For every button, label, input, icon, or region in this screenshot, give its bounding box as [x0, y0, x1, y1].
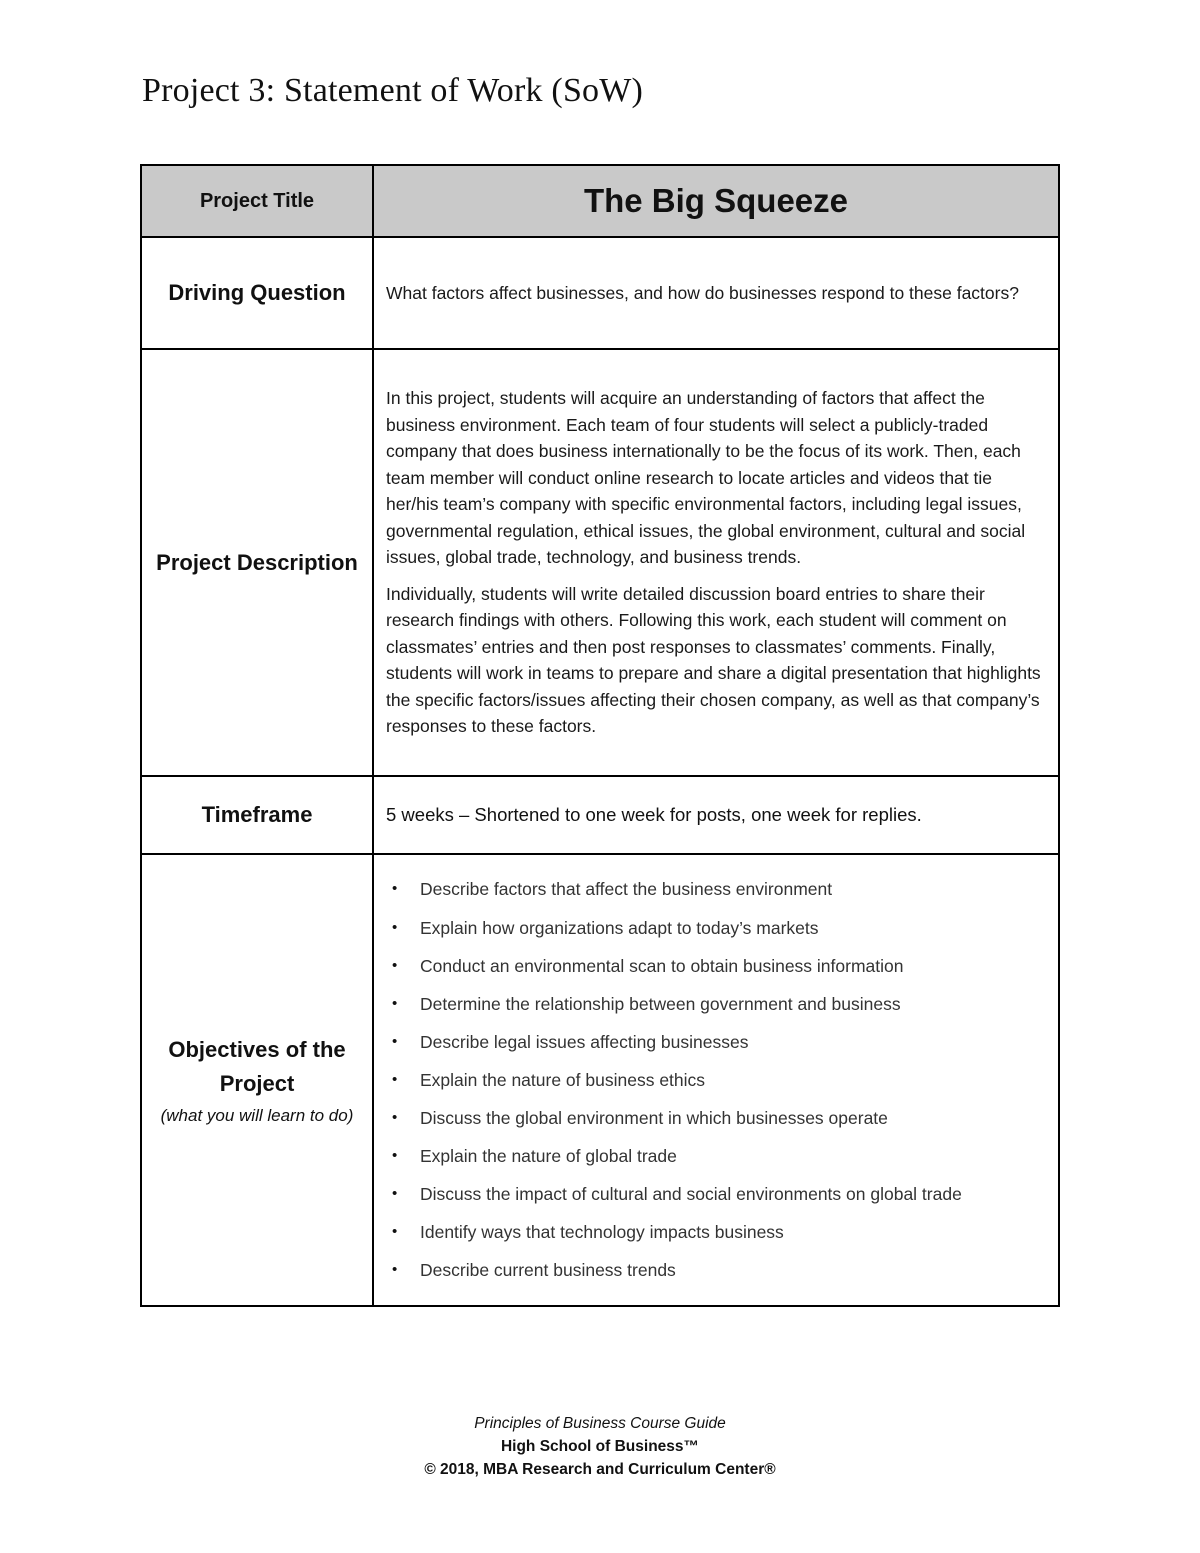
objective-item — [386, 985, 1046, 1023]
project-description-label: Project Description — [141, 349, 373, 776]
bullet-icon: • — [392, 918, 398, 936]
objective-text: Discuss the impact of cultural and social environments on global trade — [420, 1184, 962, 1205]
bullet-icon: • — [392, 1261, 398, 1279]
objective-text: Describe legal issues affecting businesses — [420, 1031, 749, 1052]
objective-item — [386, 1137, 1046, 1175]
bullet-icon: • — [392, 994, 398, 1012]
bullet-icon: • — [392, 1223, 398, 1241]
objective-text: Describe factors that affect the business environment — [420, 879, 833, 900]
project-title-label: Project Title — [141, 165, 373, 237]
objective-text: Conduct an environmental scan to obtain business information — [420, 955, 904, 976]
bullet-icon: • — [392, 880, 398, 898]
driving-question-row — [141, 237, 1059, 349]
project-description-row — [141, 349, 1059, 776]
objective-text: Discuss the global environment in which businesses operate — [420, 1108, 888, 1129]
bullet-icon: • — [392, 1032, 398, 1050]
objective-item — [386, 1023, 1046, 1061]
objective-text: Identify ways that technology impacts business — [420, 1222, 784, 1243]
project-description-value — [373, 349, 1059, 776]
description-paragraph: Individually, students will write detailed discussion board entries to share their research findings with others. Following this work, each student will comment on classmates’ entries and then post responses to classmates’ comments. Finally, students will work in teams to prepare and share a digital presentation that highlights the specific factors/issues affecting their chosen company, as well as that company’s responses to these factors. — [386, 583, 1041, 737]
page-title: Project 3: Statement of Work (SoW) — [142, 72, 644, 109]
objectives-list — [386, 870, 1046, 1289]
driving-question-label: Driving Question — [141, 237, 373, 349]
objectives-value — [373, 854, 1059, 1306]
bullet-icon: • — [392, 1147, 398, 1165]
footer-school-name: High School of Business™ — [500, 1438, 700, 1455]
timeframe-row — [141, 776, 1059, 854]
footer-course-name: Principles of Business Course Guide — [474, 1415, 726, 1432]
objective-item — [386, 1251, 1046, 1289]
objective-item — [386, 947, 1046, 985]
objectives-label-cell — [141, 854, 373, 1306]
objective-text: Explain the nature of business ethics — [420, 1069, 706, 1090]
project-title-row — [141, 165, 1059, 237]
objective-item — [386, 909, 1046, 947]
timeframe-label: Timeframe — [141, 776, 373, 854]
statement-of-work-table — [140, 164, 1060, 1307]
timeframe-value: 5 weeks – Shortened to one week for posts, one week for replies. — [373, 776, 1059, 854]
page-footer — [0, 1412, 1200, 1481]
description-paragraph: In this project, students will acquire an understanding of factors that affect the business environment. Each team of four students will select a publicly-traded company that does business internationally to be the focus of its work. Then, each team member will conduct online research to locate articles and videos that tie her/his team’s company with specific environmental factors, including legal issues, governmental regulation, ethical issues, the global environment, cultural and social issues, global trade, technology, and business trends. — [386, 388, 1026, 568]
objective-text: Explain the nature of global trade — [420, 1146, 677, 1167]
objectives-label: Objectives of the Project — [168, 1036, 346, 1096]
objective-item — [386, 1099, 1046, 1137]
driving-question-value: What factors affect businesses, and how do businesses respond to these factors? — [373, 237, 1059, 349]
bullet-icon: • — [392, 1185, 398, 1203]
objective-item — [386, 870, 1046, 908]
project-title-value: The Big Squeeze — [373, 165, 1059, 237]
objective-item — [386, 1213, 1046, 1251]
objectives-row — [141, 854, 1059, 1306]
footer-copyright: © 2018, MBA Research and Curriculum Center® — [424, 1461, 776, 1478]
objective-text: Determine the relationship between government and business — [420, 993, 901, 1014]
bullet-icon: • — [392, 1070, 398, 1088]
objective-item — [386, 1061, 1046, 1099]
objective-item — [386, 1175, 1046, 1213]
objective-text: Explain how organizations adapt to today’s markets — [420, 917, 819, 938]
objective-text: Describe current business trends — [420, 1260, 676, 1281]
bullet-icon: • — [392, 1109, 398, 1127]
objectives-sublabel: (what you will learn to do) — [160, 1105, 354, 1125]
bullet-icon: • — [392, 956, 398, 974]
